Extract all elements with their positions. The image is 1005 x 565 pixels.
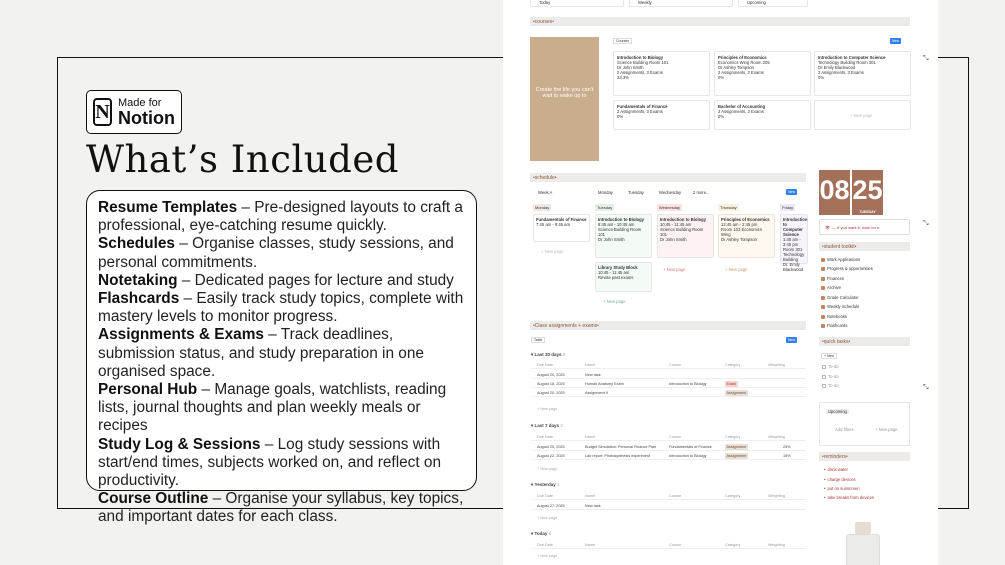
- reminder-item: • drink water: [824, 467, 848, 472]
- resize-handle-icon[interactable]: ⤡: [923, 220, 929, 227]
- feature-item: Schedules – Organise classes, study sessions, and personal commitments.: [98, 235, 454, 271]
- toolkit-item[interactable]: Archive: [821, 285, 841, 290]
- toolkit-item[interactable]: Progress & opportunities: [821, 266, 873, 271]
- add-row[interactable]: + New page: [537, 516, 558, 520]
- feature-item: Personal Hub – Manage goals, watchlists, reading lists, journal thoughts and plan weekly meals or recipes: [98, 381, 447, 435]
- reminder-item: • charge devices: [824, 477, 856, 482]
- add-page[interactable]: + New page: [663, 267, 686, 272]
- table-header-row: Due Date Name Course Category Weighting: [531, 493, 806, 500]
- feature-item: Notetaking – Dedicated pages for lecture and study: [98, 271, 454, 289]
- schedule-card[interactable]: Introduction to Biology 8:45 am - 10:45 am Science Building Room 101 Dr John Smith: [595, 214, 652, 258]
- add-page[interactable]: + New page: [603, 299, 626, 304]
- upcoming-widget: [819, 402, 910, 446]
- table-header-row: Due Date Name Course Category Weighting: [531, 434, 806, 441]
- new-page-card[interactable]: + New page: [814, 100, 911, 130]
- schedule-tab[interactable]: 2 more...: [693, 190, 710, 195]
- table-row[interactable]: August 18, 2025 Human Anatomy Exam Introduction to Biology Exam: [531, 381, 806, 388]
- assignments-header: •Class assignments + exams•: [530, 321, 806, 330]
- toolkit-item[interactable]: Finances: [821, 276, 844, 281]
- made-for-notion-badge: [86, 90, 182, 134]
- new-page-button[interactable]: + New page: [875, 427, 898, 432]
- perfume-bottle-image: [844, 522, 882, 565]
- schedule-tab[interactable]: Wednesday: [659, 190, 682, 195]
- top-tab-upcoming[interactable]: Upcoming: [738, 0, 808, 7]
- features-box: [86, 190, 477, 526]
- assignments-new-button[interactable]: New: [788, 338, 796, 342]
- notion-logo-icon: N: [93, 98, 112, 126]
- course-card[interactable]: Introduction to Computer Science Technology Building Room 301 Dr Emily Blackwood 2 Assignments, 3 Exams 0%: [814, 51, 911, 96]
- courses-header: •courses•: [530, 17, 910, 26]
- group-label[interactable]: ▾ Last 30 days 3: [531, 352, 566, 357]
- add-row[interactable]: + New page: [537, 554, 558, 558]
- course-card[interactable]: Introduction to Biology Science Building Room 101 Dr John Smith 2 Assignments, 3 Exams 33.3%: [613, 51, 710, 96]
- schedule-card[interactable]: Introduction to Computer Science 1:45 am - 3:45 pm Room 301 Technology Building Dr. Emily Blackwood: [780, 214, 808, 264]
- features-list: [98, 199, 466, 527]
- schedule-new-button[interactable]: New: [788, 190, 796, 194]
- schedule-card[interactable]: Introduction to Biology 10:45 - 11:45 am Science Building Room 101 Dr John Smith: [657, 214, 714, 258]
- schedule-header: •schedule•: [530, 173, 806, 182]
- group-label[interactable]: ▾ Last 7 days 3: [531, 423, 563, 428]
- day-column-header: Monday: [535, 205, 550, 210]
- course-card[interactable]: Principles of Economics Economics Wing Room 205 Dr Ashley Tompson 2 Assignments, 3 Exams 0%: [714, 51, 811, 96]
- reminder-item: • take breaks from devices: [824, 495, 874, 500]
- table-row[interactable]: August 22, 2025 Lab report: Photosynthesis experiment Introduction to Biology Assignment 15%: [531, 453, 806, 460]
- feature-item: Resume Templates – Pre-designed layouts to craft a professional, eye-catching resume quickly.: [98, 199, 463, 235]
- course-card[interactable]: Fundamentals of Finance 2 Assignments, 3 Exams 0%: [613, 100, 710, 130]
- toolkit-item[interactable]: Work Applications: [821, 257, 860, 262]
- reminder-item: • put on sunscreen: [824, 486, 860, 491]
- day-column-header: Thursday: [720, 205, 737, 210]
- schedule-card[interactable]: Fundamentals of Finance 7:45 am - 9:45 am: [533, 214, 590, 242]
- promo-image: Create the life you can't wait to wake up to: [530, 37, 599, 161]
- feature-item: Assignments & Exams – Track deadlines, submission status, and study preparation in one organised space.: [98, 326, 424, 380]
- upcoming-tab[interactable]: Upcoming: [828, 409, 847, 414]
- top-tab-today[interactable]: Today: [530, 0, 624, 7]
- table-row[interactable]: August 20, 2025 New task: [531, 372, 806, 379]
- schedule-tab[interactable]: Week A: [538, 190, 553, 195]
- notion-dashboard-screenshot: [503, 0, 938, 565]
- table-row[interactable]: August 20, 2025 Assignment II Assignment: [531, 390, 806, 397]
- resize-handle-icon[interactable]: ⤡: [923, 55, 929, 62]
- table-header-row: Due Date Name Course Category Weighting: [531, 362, 806, 369]
- todo-item[interactable]: To-do: [822, 374, 838, 379]
- schedule-tab[interactable]: Monday: [598, 190, 613, 195]
- feature-item: Study Log & Sessions – Log study sessions with start/end times, subjects worked on, and reflect on productivity.: [98, 435, 442, 490]
- assignments-view-tab[interactable]: Table: [531, 337, 545, 343]
- feature-item: Flashcards – Easily track study topics, complete with mastery levels to monitor progress.: [98, 290, 464, 326]
- toolkit-header: •student toolkit•: [819, 242, 910, 251]
- top-tab-weekly[interactable]: Weekly: [629, 0, 733, 7]
- courses-new-button[interactable]: New: [892, 39, 900, 43]
- clock-hour: 08: [819, 170, 850, 215]
- todo-item[interactable]: To-do: [822, 383, 838, 388]
- day-column-header: Friday: [782, 205, 794, 210]
- table-row[interactable]: August 25, 2025 Budget Simulation: Personal Finance Plan Fundamentals of Finance Assignment 25%: [531, 444, 806, 451]
- reminders-header: •reminders•: [819, 452, 910, 461]
- add-page[interactable]: + New page: [725, 267, 748, 272]
- page-title: What’s Included: [86, 138, 399, 181]
- quote-box: 👁 — If you want it, work for it: [819, 219, 910, 235]
- toolkit-item[interactable]: Grade Calculator: [821, 295, 859, 300]
- toolkit-item[interactable]: Notebooks: [821, 314, 847, 319]
- badge-big-text: Notion: [118, 107, 175, 128]
- table-row[interactable]: August 27, 2025 New task: [531, 503, 806, 510]
- todo-item[interactable]: To-do: [822, 364, 838, 369]
- day-column-header: Tuesday: [597, 205, 613, 210]
- course-card[interactable]: Bachelor of Accounting 2 Assignments, 3 Exams 0%: [714, 100, 811, 130]
- toolkit-item[interactable]: Flashcards: [821, 323, 847, 328]
- group-label[interactable]: ▾ Yesterday 1: [531, 482, 560, 487]
- schedule-tab[interactable]: Tuesday: [628, 190, 644, 195]
- add-row[interactable]: + New page: [537, 467, 558, 471]
- schedule-card[interactable]: Library Study Block 10:45 - 11:45 am Revise past exams: [595, 262, 652, 292]
- schedule-card[interactable]: Principles of Economics 12:45 am - 2:45 pm Room 103 Economics Wing Dr Ashley Tompson: [718, 214, 775, 258]
- toolkit-item[interactable]: Weekly Schedule: [821, 304, 859, 309]
- add-filters-button[interactable]: Add filters: [835, 427, 854, 432]
- resize-handle-icon[interactable]: ⤡: [923, 384, 929, 391]
- group-label[interactable]: ▾ Today 0: [531, 531, 552, 536]
- feature-item: Course Outline – Organise your syllabus, key topics, and important dates for each class.: [98, 490, 464, 526]
- add-row[interactable]: + New page: [537, 407, 558, 411]
- quick-tasks-new-button[interactable]: + New: [821, 353, 837, 359]
- quick-tasks-header: •quick tasks•: [819, 337, 910, 346]
- table-header-row: Due Date Name Course Category Weighting: [531, 542, 806, 549]
- badge-small-text: Made for: [118, 96, 162, 109]
- courses-view-tab[interactable]: Courses: [613, 38, 632, 44]
- day-column-header: Wednesday: [659, 205, 681, 210]
- add-page[interactable]: + New page: [541, 249, 564, 254]
- clock-minute: 25 TUESDAY: [852, 170, 883, 215]
